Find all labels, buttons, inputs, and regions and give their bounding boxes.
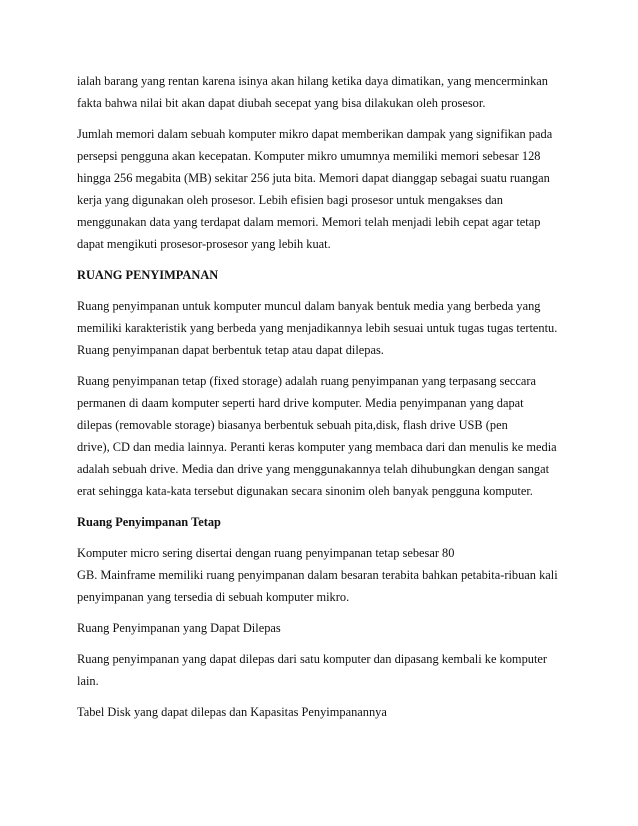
text-line: Ruang penyimpanan dapat berbentuk tetap atau dapat dilepas. (77, 343, 384, 357)
text-line: persepsi pengguna akan kecepatan. Komputer mikro umumnya memiliki memori sebesar 128 (77, 149, 541, 163)
document-body (77, 70, 567, 732)
text-line: ialah barang yang rentan karena isinya akan hilang ketika daya dimatikan, yang mencerminkan (77, 74, 549, 88)
text-line: RUANG PENYIMPANAN (77, 268, 219, 282)
text-line: menggunakan data yang terdapat dalam memori. Memori telah menjadi lebih cepat agar tetap (77, 215, 541, 229)
text-line: dapat mengikuti prosesor-prosesor yang lebih kuat. (77, 237, 331, 251)
paragraph (77, 70, 567, 114)
text-line: Ruang Penyimpanan Tetap (77, 515, 221, 529)
paragraph (77, 295, 567, 361)
text-line: GB. Mainframe memiliki ruang penyimpanan dalam besaran terabita bahkan petabita-ribuan kali (77, 568, 558, 582)
text-line: Ruang penyimpanan yang dapat dilepas dari satu komputer dan dipasang kembali ke komputer (77, 652, 548, 666)
section-heading (77, 264, 567, 286)
text-line: adalah sebuah drive. Media dan drive yang menggunakannya telah dihubungkan dengan sangat (77, 462, 550, 476)
text-line: Jumlah memori dalam sebuah komputer mikro dapat memberikan dampak yang signifikan pada (77, 127, 553, 141)
text-line: Komputer micro sering disertai dengan ruang penyimpanan tetap sebesar 80 (77, 546, 455, 560)
text-line: lain. (77, 674, 99, 688)
paragraph (77, 123, 567, 255)
text-line: Ruang penyimpanan untuk komputer muncul dalam banyak bentuk media yang berbeda yang (77, 299, 541, 313)
text-line: hingga 256 megabita (MB) sekitar 256 juta bita. Memori dapat dianggap sebagai suatu ruangan (77, 171, 550, 185)
paragraph (77, 617, 567, 639)
text-line: kerja yang digunakan oleh prosesor. Lebih efisien bagi prosesor untuk mengakses dan (77, 193, 503, 207)
text-line: erat sehingga kata-kata tersebut digunakan secara sinonim oleh banyak pengguna komputer. (77, 484, 533, 498)
section-heading (77, 511, 567, 533)
paragraph (77, 370, 567, 502)
text-line: penyimpanan yang tersedia di sebuah komputer mikro. (77, 590, 350, 604)
paragraph (77, 701, 567, 723)
text-line: Ruang penyimpanan tetap (fixed storage) adalah ruang penyimpanan yang terpasang seccara (77, 374, 536, 388)
text-line: dilepas (removable storage) biasanya berbentuk sebuah pita,disk, flash drive USB (pen (77, 418, 508, 432)
text-line: memiliki karakteristik yang berbeda yang menjadikannya lebih sesuai untuk tugas tugas tertentu. (77, 321, 558, 335)
text-line: drive), CD dan media lainnya. Peranti keras komputer yang membaca dari dan menulis ke media (77, 440, 557, 454)
text-line: Tabel Disk yang dapat dilepas dan Kapasitas Penyimpanannya (77, 705, 387, 719)
text-line: Ruang Penyimpanan yang Dapat Dilepas (77, 621, 281, 635)
paragraph (77, 648, 567, 692)
text-line: permanen di daam komputer seperti hard drive komputer. Media penyimpanan yang dapat (77, 396, 524, 410)
text-line: fakta bahwa nilai bit akan dapat diubah secepat yang bisa dilakukan oleh prosesor. (77, 96, 486, 110)
paragraph (77, 542, 567, 608)
